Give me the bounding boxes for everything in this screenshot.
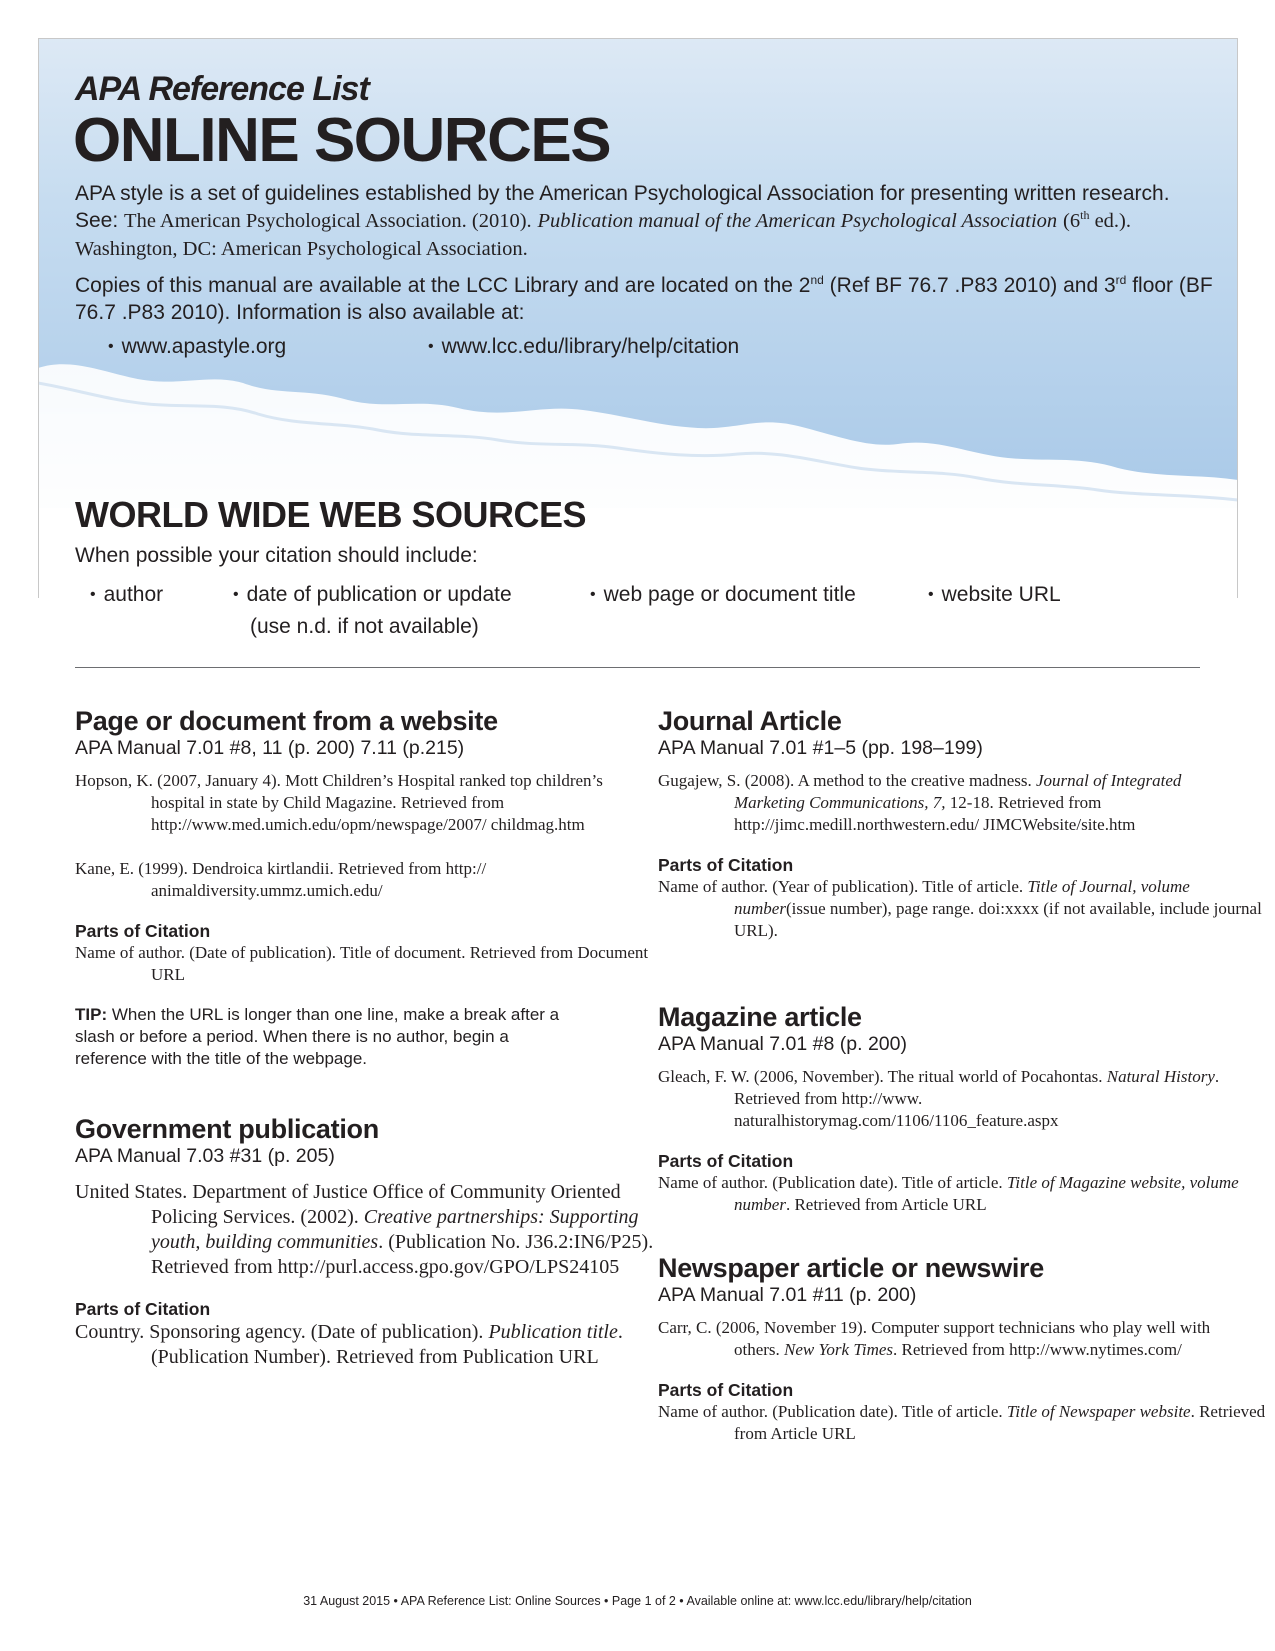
intro-paragraph [75, 180, 1205, 263]
www-section-title: WORLD WIDE WEB SOURCES [75, 494, 586, 535]
parts-of-citation: Country. Sponsoring agency. (Date of publication). Publication title. (Publication Number). Retrieved from Publication URL [75, 1321, 623, 1368]
include-date: • date of publication or update (use n.d. if not available) [233, 583, 512, 638]
section-title: Newspaper article or newswire [658, 1253, 1044, 1283]
include-title: • web page or document title [590, 583, 856, 606]
include-url: • website URL [928, 583, 1061, 606]
manual-reference: APA Manual 7.01 #1–5 (pp. 198–199) [658, 737, 983, 759]
example-citation: United States. Department of Justice Office of Community Oriented Policing Services. (2002). Creative partnerships: Supporting youth, building communities. (Publication No. J36.2:IN6/P25). Retrieved from http://purl.access.gpo.gov/GPO/LPS24105 [75, 1181, 654, 1278]
manual-reference: APA Manual 7.01 #8 (p. 200) [658, 1033, 907, 1055]
manual-reference: APA Manual 7.01 #8, 11 (p. 200) 7.11 (p.215) [75, 737, 465, 759]
section-title: Magazine article [658, 1002, 862, 1032]
example-citation: Gleach, F. W. (2006, November). The ritual world of Pocahontas. Natural History. Retrieved from http://www. naturalhistorymag.com/1106/1106_feature.aspx [658, 1067, 1220, 1130]
intro-text: APA style is a set of guidelines established by the American Psychological Association for presenting written research. See: [75, 182, 1170, 232]
www-intro: When possible your citation should include: [75, 544, 478, 567]
manual-reference: APA Manual 7.03 #31 (p. 205) [75, 1145, 335, 1167]
intro-citation-title: Publication manual of the American Psychological Association [537, 210, 1058, 232]
intro-citation-edition: (6th ed.). Washington, DC: American Psychological Association. [75, 208, 1132, 260]
section-title: Journal Article [658, 706, 842, 736]
page-title: ONLINE SOURCES [73, 106, 611, 175]
parts-title: Parts of Citation [658, 855, 794, 875]
example-citation: Carr, C. (2006, November 19). Computer support technicians who play well with others. New York Times. Retrieved from http://www.nytimes.com/ [658, 1318, 1211, 1359]
example-citation: Gugajew, S. (2008). A method to the creative madness. Journal of Integrated Marketing Communications, 7, 12-18. Retrieved from http://jimc.medill.northwestern.edu/ JIMCWebsite/site.htm [658, 771, 1182, 834]
parts-title: Parts of Citation [658, 1380, 794, 1400]
example-citation: Hopson, K. (2007, January 4). Mott Children’s Hospital ranked top children’s hospital in state by Child Magazine. Retrieved from http://www.med.umich.edu/opm/newspage/2007/ childmag.htm [75, 771, 603, 834]
manual-reference: APA Manual 7.01 #11 (p. 200) [658, 1284, 917, 1306]
parts-of-citation: Name of author. (Publication date). Title of article. Title of Magazine website, volume number. Retrieved from Article URL [658, 1173, 1239, 1214]
section-divider [75, 667, 1200, 668]
newspaper-section [658, 1253, 1266, 1445]
website-section [75, 706, 649, 1070]
section-title: Page or document from a website [75, 706, 498, 736]
section-title: Government publication [75, 1114, 379, 1144]
magazine-section [658, 1002, 1239, 1216]
copies-paragraph: Copies of this manual are available at the LCC Library and are located on the 2nd (Ref BF 76.7 .P83 2010) and 3rd floor (BF 76.7 .P83 2010). Information is also available at: [75, 273, 1213, 324]
parts-title: Parts of Citation [75, 1299, 211, 1319]
page-footer: 31 August 2015 • APA Reference List: Online Sources • Page 1 of 2 • Available online at: www.lcc.edu/library/help/citation [303, 1594, 972, 1608]
tip-text: TIP: When the URL is longer than one line, make a break after a slash or before a period. When there is no author, begin a reference with the title of the webpage. [75, 1005, 560, 1068]
parts-title: Parts of Citation [75, 921, 211, 941]
government-section [75, 1114, 654, 1370]
link-lcc-citation[interactable]: • www.lcc.edu/library/help/citation [428, 335, 740, 358]
parts-of-citation: Name of author. (Year of publication). Title of article. Title of Journal, volume number(issue number), page range. doi:xxxx (if not available, include journal URL). [658, 877, 1262, 940]
example-citation: Kane, E. (1999). Dendroica kirtlandii. Retrieved from http:// animaldiversity.ummz.umich.edu/ [75, 859, 487, 900]
header-subtitle: APA Reference List [75, 70, 369, 108]
parts-title: Parts of Citation [658, 1151, 794, 1171]
journal-section [658, 706, 1262, 942]
intro-citation: The American Psychological Association. (2010). [124, 210, 532, 232]
include-author: • author [90, 583, 164, 606]
parts-of-citation: Name of author. (Date of publication). Title of document. Retrieved from Document URL [75, 943, 649, 984]
parts-of-citation: Name of author. (Publication date). Title of article. Title of Newspaper website. Retrieved from Article URL [658, 1402, 1266, 1443]
link-apastyle[interactable]: • www.apastyle.org [108, 335, 287, 358]
